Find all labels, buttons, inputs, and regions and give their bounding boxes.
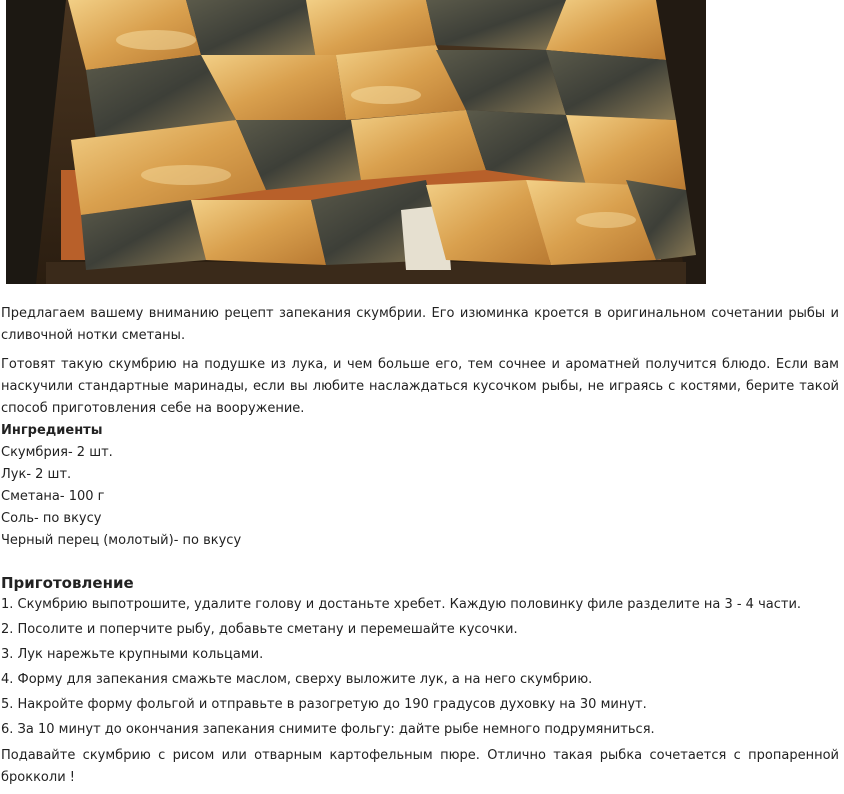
serving-paragraph: Подавайте скумбрию с рисом или отварным картофельным пюре. Отлично такая рыбка сочетается с пропаренной брокколи !: [1, 748, 839, 785]
ingredients-heading: Ингредиенты: [1, 423, 103, 438]
ingredient-item: Скумбрия- 2 шт.: [1, 445, 113, 460]
ingredient-item: Соль- по вкусу: [1, 511, 102, 526]
preparation-step: 4. Форму для запекания смажьте маслом, сверху выложите лук, а на него скумбрию.: [1, 672, 593, 687]
ingredient-item: Сметана- 100 г: [1, 489, 105, 504]
recipe-article: [1, 303, 839, 789]
baked-mackerel-photo: [6, 0, 706, 284]
preparation-step: 2. Посолите и поперчите рыбу, добавьте сметану и перемешайте кусочки.: [1, 622, 518, 637]
preparation-step: 5. Накройте форму фольгой и отправьте в разогретую до 190 градусов духовку на 30 минут.: [1, 697, 647, 712]
ingredient-item: Черный перец (молотый)- по вкусу: [1, 533, 242, 548]
preparation-step: 3. Лук нарежьте крупными кольцами.: [1, 647, 264, 662]
preparation-step: 1. Скумбрию выпотрошите, удалите голову и достаньте хребет. Каждую половинку филе разделите на 3 - 4 части.: [1, 597, 802, 612]
preparation-step: 6. За 10 минут до окончания запекания снимите фольгу: дайте рыбе немного подрумяниться.: [1, 722, 655, 737]
intro-paragraph-1: Предлагаем вашему вниманию рецепт запекания скумбрии. Его изюминка кроется в оригинальном сочетании рыбы и сливочной нотки сметаны.: [1, 306, 839, 343]
ingredients-list: [1, 442, 839, 552]
preparation-heading: Приготовление: [1, 574, 134, 592]
preparation-steps: [1, 594, 839, 741]
ingredient-item: Лук- 2 шт.: [1, 467, 72, 482]
intro-paragraph-2: Готовят такую скумбрию на подушке из лука, и чем больше его, тем сочнее и ароматней получится блюдо. Если вам наскучили стандартные маринады, если вы любите наслаждаться кусочком рыбы, не играясь с костями, берите такой способ приготовления себе на вооружение.: [1, 357, 839, 416]
